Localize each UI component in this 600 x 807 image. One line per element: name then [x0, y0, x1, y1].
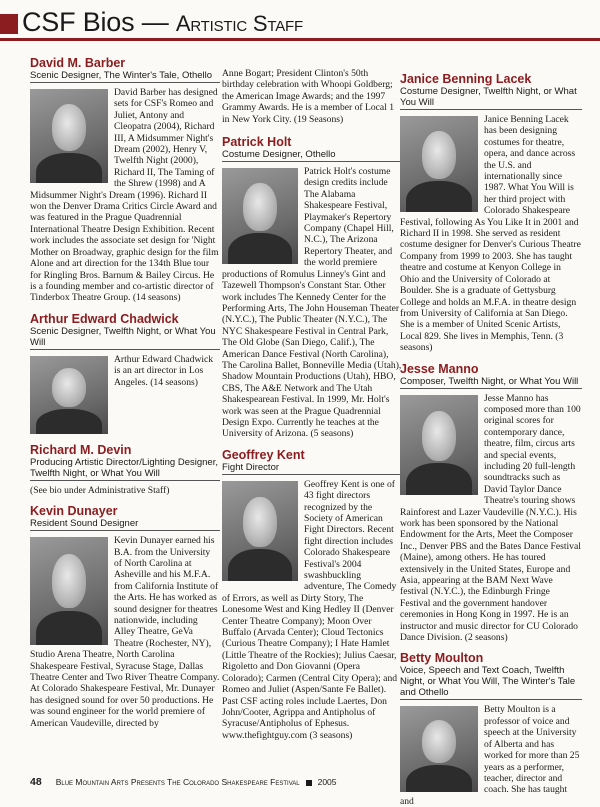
bio-name: Jesse Manno [400, 361, 479, 376]
column-2 [222, 68, 402, 741]
bio-role: Scenic Designer, Twelfth Night, or What You Will [30, 326, 220, 350]
header-rule [0, 38, 600, 41]
bio-kent [222, 448, 402, 741]
bio-role: Producing Artistic Director/Lighting Designer, Twelfth Night, or What You Will [30, 457, 220, 481]
bio-name: David M. Barber [30, 56, 126, 70]
bio-text: Betty Moulton is a professor of voice and speech at the University of Alberta and has worked for more than 25 years as a performer, teacher, director and coach. She has taught and [400, 704, 580, 807]
bio-text-continued: Anne Bogart; President Clinton's 50th birthday celebration with Whoopi Goldberg; the American Image Awards; and the 1997 Grammy Awards. He is a member of Local 1 in New York City. (19 Seasons) [222, 68, 395, 125]
footer-text: Blue Mountain Arts Presents The Colorado Shakespeare Festival [55, 777, 300, 787]
bio-name: Patrick Holt [222, 135, 292, 150]
bio-barber [30, 56, 220, 304]
title-dash: — [134, 7, 176, 37]
footer-separator [306, 780, 312, 786]
bio-name: Janice Benning Lacek [400, 72, 532, 86]
portrait-photo [30, 89, 108, 183]
bio-name: Betty Moulton [400, 651, 484, 666]
bio-role: Resident Sound Designer [30, 518, 220, 531]
portrait-photo [222, 481, 298, 581]
portrait-photo [400, 395, 478, 495]
bio-role: Composer, Twelfth Night, or What You Will [400, 376, 582, 389]
bio-manno [400, 362, 582, 644]
bio-text: David Barber has designed sets for CSF's Romeo and Juliet, Antony and Cleopatra (2004), Richard III, A Midsummer Night's Dream (2002), Henry V, Twelfth Night (2000), Richard II, The Taming of the Shrew (1998) and A Midsummer Night's Dream (1996). Richard II won the Denver Drama Critics Circle Award and was featured in the Prague Quadrennial International Theatre Design Exhibition. Recent work includes the associate set design for 'Night Mother on Broadway, graphic design for the film Alone and art direction for the 134th Blue tour for Ringling Bros. Barnum & Bailey Circus. He is a founding member and co-artistic director of Tinderbox Theatre Group. (14 seasons) [30, 87, 219, 304]
bio-role: Scenic Designer, The Winter's Tale, Othello [30, 70, 220, 83]
bio-name: Richard M. Devin [30, 442, 132, 457]
bio-chadwick [30, 312, 220, 437]
header-accent-square [0, 14, 18, 34]
page-footer [30, 774, 590, 790]
portrait-photo [400, 116, 478, 212]
bio-text: Patrick Holt's costume design credits include The Alabama Shakespeare Festival, Playmaker's Repertory Company (Chapel Hill, N.C.), The Arizona Repertory Theater, and the world premiere productions of Romulus Linney's Gint and Tazewell Thompson's Constant Star. Other work includes The Kennedy Center for the Performing Arts, The John Houseman Theater (N.Y.C.), The Public Theater (N.Y.C.), The NYC Shakespeare Festival in Central Park, The Old Globe (San Diego, Calif.), The American Dance Festival (North Carolina), The Carolina Ballet, Bonneville Media (Utah), Shadow Mountain Productions (Utah), HBO, CBS, The A&E Network and The Utah Shakespearean Festival. In 1999, Mr. Holt's work was seen at the Prague Quadrennial Design Expo. Currently he teaches at the University of Arizona. (5 seasons) [222, 166, 402, 440]
bio-role: Voice, Speech and Text Coach, Twelfth Night, or What You Will, The Winter's Tale and Othello [400, 665, 582, 700]
bio-text: Arthur Edward Chadwick is an art director in Los Angeles. (14 seasons) [114, 353, 214, 388]
footer-year: 2005 [317, 777, 337, 787]
bio-text: (See bio under Administrative Staff) [30, 484, 170, 496]
bio-devin [30, 443, 220, 496]
bio-text: Jesse Manno has composed more than 100 original scores for contemporary dance, theatre, film, circus arts and special events, including 20 full-length soundtracks such as David Taylor Dance Theatre's touring shows Rainforest and Lazer Vaudeville (N.Y.C.). His work has been sponsored by the National Endowment for the Arts, Meet the Composer Inc., Denver PBS and the Bates Dance Festival (Maine), among others. He has toured extensively in the United States, Europe and Asia, appearing at the BAM Next Wave festival (N.Y.C.), the Edinburgh Fringe Festival and the government handover ceremonies in Hong Kong in 1997. He is an instructor and music director for CU Colorado Dance Division. (2 seasons) [400, 392, 581, 644]
column-3 [400, 72, 582, 807]
column-1 [30, 56, 220, 729]
section-subtitle: Artistic Staff [175, 11, 303, 36]
bio-holt [222, 135, 402, 440]
bio-name: Arthur Edward Chadwick [30, 311, 179, 326]
page-title [22, 6, 303, 40]
bio-role: Costume Designer, Othello [222, 149, 402, 162]
portrait-photo [30, 537, 108, 645]
bio-role: Costume Designer, Twelfth Night, or What You Will [400, 86, 582, 110]
bio-text: Geoffrey Kent is one of 43 fight directors recognized by the Society of American Fight Directors. Recent fight direction includes Colorado Shakespeare Festival's 2004 swashbuckling adventure, The Comedy of Errors, as well as Dirty Story, The Lonesome West and King Hedley II (Denver Center Theatre Company); Moon Over Buffalo (Arvada Center); Cloud Tectonics (Curious Theatre Company); I Hate Hamlet (Little Theatre of the Rockies); Julius Caesar, Rigoletto and Don Giovanni (Opera Colorado); Carmen (Central City Opera); and Romeo and Juliet (Aspen/Sante Fe Ballet). Past CSF acting roles include Laertes, Don John/Cooter, Agrippa and Antipholus of Syracuse/Antipholus of Ephesus. www.thefightguy.com (3 seasons) [222, 478, 398, 741]
bio-text: Janice Benning Lacek has been designing costumes for theatre, opera, and dance across the U.S. and internationally since 1987. What You Will is her third project with Colorado Shakespeare Festival, following As You Like It in 2001 and Richard II in 1998. She served as resident costume designer for Denver's Curious Theatre Company from 1999 to 2003. She has taught theatre and costume at Kenyon College in Ohio and the University of Colorado at Boulder. She is a graduate of Gettysburg College and holds an M.F.A. in theatre design from University of California at San Diego. She is a member of United Scenic Artists, Local 829. She lives in Memphis, Tenn. (3 seasons) [400, 114, 581, 354]
bio-dunayer [30, 504, 220, 729]
bio-name: Kevin Dunayer [30, 504, 118, 519]
section-title: CSF Bios [22, 7, 135, 37]
bio-role: Fight Director [222, 462, 402, 475]
page-number: 48 [30, 776, 42, 788]
portrait-photo [30, 356, 108, 434]
bio-text: Kevin Dunayer earned his B.A. from the University of North Carolina at Asheville and his M.F.A. from California Institute of the Arts. He has worked as sound designer for theatres nationwide, including Alley Theatre, GeVa Theatre (Rochester, NY), Studio Arena Theatre, North Carolina Shakespeare Festival, Syracuse Stage, Dallas Theatre Center and Two River Theatre Company. At Colorado Shakespeare Festival, Mr. Dunayer has designed sound for over 50 productions. He was sound engineer for the world premiere of American Vaudeville, directed by [30, 535, 220, 729]
portrait-photo [222, 168, 298, 264]
page-header [0, 0, 600, 44]
bio-lacek [400, 72, 582, 354]
bio-name: Geoffrey Kent [222, 447, 305, 462]
